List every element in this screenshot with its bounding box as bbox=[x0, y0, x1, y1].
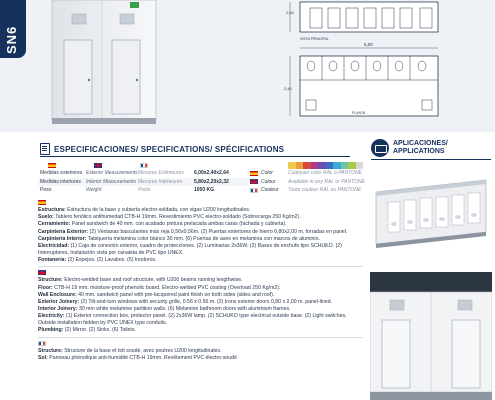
color-swatch bbox=[348, 162, 356, 169]
description-text: (2) Ventanas basculantes más reja 0,56x0,56m. (2) Puertas exteriores de hierro 0,80x2,00 m, forradas en panel. bbox=[88, 228, 348, 235]
meas-label-en: Exterior Measurements bbox=[86, 170, 138, 177]
description-key: Carpintería Exterior: bbox=[38, 228, 89, 235]
divider bbox=[38, 266, 363, 267]
spain-flag-icon bbox=[250, 171, 258, 176]
description-key: Structure: bbox=[38, 277, 63, 284]
model-tab bbox=[0, 0, 26, 58]
measurements-table bbox=[38, 162, 248, 195]
description-key: Suelo: bbox=[38, 214, 54, 221]
description-item bbox=[38, 214, 363, 221]
color-label: Couleur bbox=[261, 187, 279, 194]
divider bbox=[38, 337, 363, 338]
specifications-header bbox=[40, 142, 284, 156]
description-item bbox=[38, 285, 363, 292]
description-item bbox=[38, 257, 363, 264]
descriptions bbox=[38, 199, 363, 362]
description-key: Fontanería: bbox=[38, 256, 67, 263]
description-key: Plumbing: bbox=[38, 327, 64, 334]
uk-flag-icon bbox=[38, 270, 46, 275]
description-text: Panel sandwich de 40 mm. con acabado pintura prelacada ambas caras (fachada y cubierta). bbox=[70, 221, 287, 228]
description-item bbox=[38, 221, 363, 228]
meas-label-en: Interior Measurements bbox=[86, 178, 137, 185]
description-key: Cerramiento: bbox=[38, 221, 71, 228]
color-swatch bbox=[296, 162, 304, 169]
meas-label-fr: Mesures Extérieures bbox=[138, 170, 184, 177]
description-text: (1) Exterior connection box, protector panel. (2) 2x36W lamp. (2) SCHUKO type electrical outside base. (2) Light switches, Outside installation hidden by PVC UNEX type conduits. bbox=[38, 313, 347, 326]
description-key: Floor: bbox=[38, 284, 53, 291]
spain-flag-icon bbox=[48, 163, 56, 168]
plan-floor-label: PLANTA bbox=[352, 111, 366, 115]
description-key: Electricidad: bbox=[38, 242, 70, 249]
top-band bbox=[0, 0, 495, 132]
applications-title bbox=[393, 140, 448, 156]
meas-label-es: Peso bbox=[40, 187, 52, 194]
meas-value: 6,00x2,40x2,64 bbox=[194, 170, 229, 177]
applications-header bbox=[371, 138, 448, 158]
color-row bbox=[250, 186, 365, 195]
english-description bbox=[38, 277, 363, 333]
meas-value: 1050 KG bbox=[194, 187, 215, 194]
color-swatch bbox=[311, 162, 319, 169]
color-value: Cualquier color RAL o PANTONE bbox=[288, 170, 362, 177]
description-text: (1) Caja de conexión exterior, cuadro de protecciones. (2) Luminarias 2x36W. (2) Bases de enchufe tipo SCHUKO. (2) Interruptores, Instalación vista por canaleta de PVC tipo UNEX. bbox=[38, 242, 342, 256]
description-key: Structure: bbox=[38, 347, 63, 354]
color-swatch bbox=[303, 162, 311, 169]
description-item bbox=[38, 306, 363, 313]
description-item bbox=[38, 243, 363, 256]
description-text: CTB-H 19 mm. moisture-proof phenolic board. Electro-welded PVC coating (Overload 250 Kg/m2). bbox=[52, 284, 281, 291]
description-item bbox=[38, 236, 363, 243]
description-key: Sol: bbox=[38, 354, 48, 361]
applications-divider bbox=[371, 159, 491, 160]
description-item bbox=[38, 313, 363, 326]
uk-flag-icon bbox=[94, 163, 102, 168]
specifications-title: ESPECIFICACIONES/ SPECIFICATIONS/ SPÉCIFICATIONS bbox=[54, 144, 285, 154]
description-key: Exterior Joinery: bbox=[38, 298, 80, 305]
meas-label-es: Medidas interiores bbox=[40, 178, 81, 185]
description-text: Tabiquería melamina color blanco 30 mm. (6) Puertas de aseo en melamina con marcos de aluminio. bbox=[86, 235, 320, 242]
description-item bbox=[38, 207, 363, 214]
table-row bbox=[38, 178, 248, 187]
color-row bbox=[250, 169, 365, 178]
france-flag-icon bbox=[250, 188, 258, 193]
description-key: Electricity: bbox=[38, 313, 65, 320]
uk-flag-icon bbox=[250, 179, 258, 184]
color-label: Colour bbox=[261, 178, 276, 185]
description-item bbox=[38, 292, 363, 299]
applications-title-line1: APLICACIONES/ bbox=[393, 140, 448, 147]
description-text: (2) Tilt-and-turn windows with security grille, 0.56 x 0.56 m. (2) Irons exterior doors 0,80 x 2,00 m. panel-lined. bbox=[79, 298, 333, 305]
color-swatch bbox=[333, 162, 341, 169]
description-item bbox=[38, 299, 363, 306]
description-item bbox=[38, 229, 363, 236]
color-value: Toute couleur RAL ou PANTONE bbox=[288, 187, 362, 194]
description-text: (2) Espejos. (2) Lavabos. (6) Inodoros. bbox=[66, 256, 157, 263]
description-text: (2) Mirror. (2) Sinks. (6) Toilets. bbox=[63, 327, 136, 334]
meas-label-fr: Mesures Intérieures bbox=[138, 178, 183, 185]
french-section bbox=[38, 341, 363, 347]
color-swatch bbox=[288, 162, 296, 169]
english-section bbox=[38, 270, 363, 276]
french-description bbox=[38, 348, 363, 362]
spanish-section bbox=[38, 200, 363, 206]
spanish-description bbox=[38, 207, 363, 263]
description-text: Electro-welded base and roof structure, with U200 beams running lengthwise. bbox=[62, 277, 243, 284]
meas-label-fr: Poids bbox=[138, 187, 151, 194]
description-item bbox=[38, 277, 363, 284]
color-swatch-bar bbox=[288, 162, 363, 169]
description-item bbox=[38, 355, 363, 362]
plan-length: 6,00 bbox=[364, 42, 373, 47]
description-key: Carpintería Interior: bbox=[38, 235, 87, 242]
color-swatch bbox=[356, 162, 364, 169]
description-text: 40 mm. sandwich panel with pre-lacquered paint finish on both sides (sides and roof). bbox=[76, 291, 275, 298]
spain-flag-icon bbox=[38, 200, 46, 205]
model-code: SN6 bbox=[4, 25, 19, 54]
description-text: Estructura de la base y cubierta electro-soldada, con vigas U200 longitudinales. bbox=[65, 207, 251, 213]
france-flag-icon bbox=[38, 341, 46, 346]
plan-height-lower: 2,40 bbox=[284, 86, 292, 91]
applications-title-line2: APPLICATIONS bbox=[393, 148, 445, 155]
plan-view-label: VISTA PRINCIPAL bbox=[300, 37, 329, 41]
color-row bbox=[250, 178, 365, 187]
document-icon bbox=[40, 143, 50, 155]
color-swatch bbox=[318, 162, 326, 169]
specifications-divider bbox=[40, 156, 350, 157]
meas-value: 5,80x2,20x2,32 bbox=[194, 178, 229, 185]
color-swatch bbox=[341, 162, 349, 169]
meas-label-es: Medidas exteriores bbox=[40, 170, 83, 177]
description-text: Structure de la base et toit soudé, avec poutres U200 longitudinales. bbox=[62, 347, 222, 354]
description-text: Panneau phénolique anti-humidité CTB-H 19mm. Revêtement PVC électro-soudé bbox=[47, 354, 237, 361]
description-item bbox=[38, 327, 363, 334]
france-flag-icon bbox=[140, 163, 148, 168]
color-label: Color bbox=[261, 170, 273, 177]
meas-label-en: Weight bbox=[86, 187, 102, 194]
container-icon bbox=[371, 139, 389, 157]
technical-plan bbox=[282, 0, 490, 124]
description-text: 30 mm white melamine partition walls. (6) Melamine bathroom doors with aluminium frames. bbox=[77, 306, 291, 313]
description-item bbox=[38, 348, 363, 355]
description-key: Wall Enclosure: bbox=[38, 291, 77, 298]
description-key: Interior Joinery: bbox=[38, 306, 78, 313]
color-value: Available in any RAL or PANTONE bbox=[288, 178, 365, 185]
interior-render-image bbox=[370, 162, 492, 256]
description-key: Estructura: bbox=[38, 207, 66, 213]
plan-height-upper: 2,64 bbox=[286, 10, 294, 15]
table-row bbox=[38, 169, 248, 178]
description-text: Tablero fenólico antihumedad CTB-H 19mm. Revestimiento PVC electro-soldado (Sobrecarga 250 Kg/m2). bbox=[53, 214, 301, 221]
color-table bbox=[250, 162, 365, 195]
color-swatch bbox=[326, 162, 334, 169]
product-photo bbox=[44, 0, 162, 128]
exterior-photo-image bbox=[370, 272, 492, 400]
language-flags bbox=[38, 162, 248, 169]
table-row bbox=[38, 186, 248, 195]
